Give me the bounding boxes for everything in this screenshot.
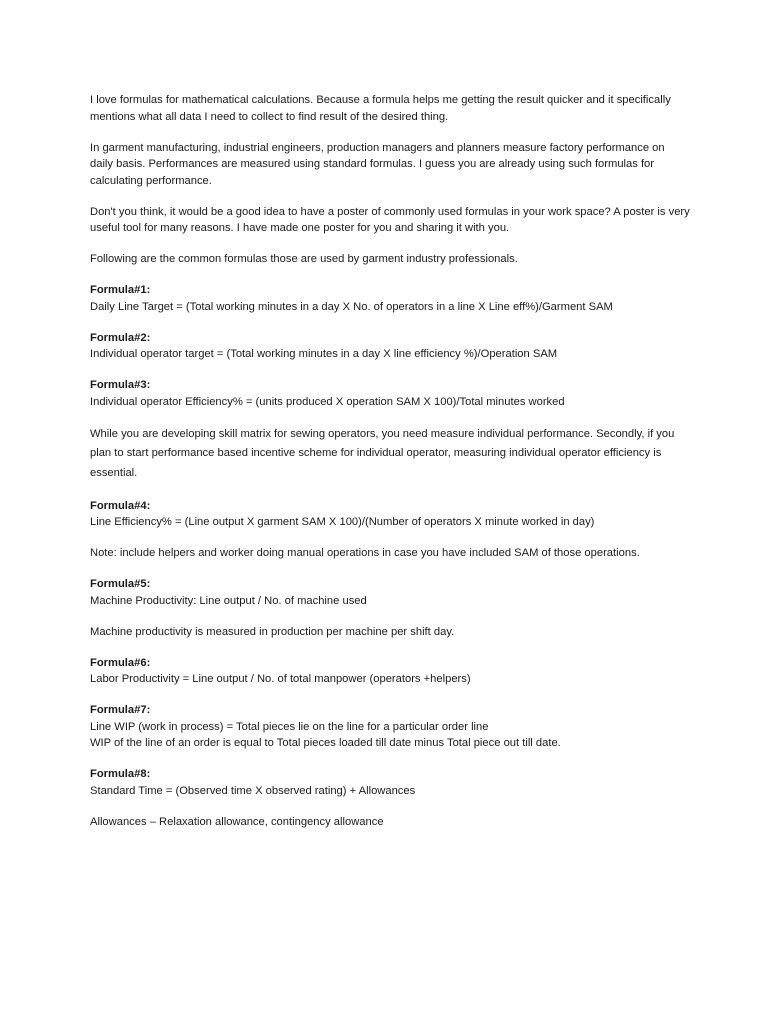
- formula-7-heading: Formula#7:: [90, 704, 151, 716]
- formula-8-heading: Formula#8:: [90, 768, 151, 780]
- formula-6-block: [90, 655, 690, 688]
- formula-7-text-2: WIP of the line of an order is equal to Total pieces loaded till date minus Total piece out till date.: [90, 737, 561, 749]
- formula-3-block: [90, 377, 690, 410]
- intro-paragraph-3: Don't you think, it would be a good idea to have a poster of commonly used formulas in your work space? A poster is very useful tool for many reasons. I have made one poster for you and sharing it with you.: [90, 205, 690, 234]
- formula-2-text: Individual operator target = (Total working minutes in a day X line efficiency %)/Operation SAM: [90, 348, 558, 360]
- formula-5-block: [90, 576, 690, 609]
- formula-2-block: [90, 330, 690, 363]
- document-body: [90, 92, 690, 845]
- formula-5-heading: Formula#5:: [90, 578, 151, 590]
- formula-8-block: [90, 766, 690, 799]
- formula-4-heading: Formula#4:: [90, 499, 151, 512]
- formula-1-block: [90, 282, 690, 315]
- intro-paragraph-4: Following are the common formulas those are used by garment industry professionals.: [90, 253, 518, 265]
- formula-1-text: Daily Line Target = (Total working minutes in a day X No. of operators in a line X Line eff%)/Garment SAM: [90, 300, 613, 313]
- formula-3-heading: Formula#3:: [90, 379, 151, 391]
- formula-7-block: [90, 702, 690, 752]
- formula-6-heading: Formula#6:: [90, 656, 151, 669]
- formula-4-block: [90, 498, 690, 531]
- formula-7-text: Line WIP (work in process) = Total pieces lie on the line for a particular order line: [90, 720, 489, 733]
- formula-8-text: Standard Time = (Observed time X observed rating) + Allowances: [90, 784, 416, 797]
- formula-4-text: Line Efficiency% = (Line output X garment SAM X 100)/(Number of operators X minute worked in day): [90, 516, 595, 528]
- machine-note-paragraph: Machine productivity is measured in production per machine per shift day.: [90, 625, 455, 638]
- efficiency-note-paragraph: While you are developing skill matrix for sewing operators, you need measure individual performance. Secondly, if you plan to start performance based incentive scheme for individual operator, measuring individual operator efficiency is essential.: [90, 427, 675, 479]
- formula-6-text: Labor Productivity = Line output / No. of total manpower (operators +helpers): [90, 673, 471, 685]
- allowances-note-paragraph: Allowances – Relaxation allowance, contingency allowance: [90, 815, 384, 828]
- intro-paragraph-1: I love formulas for mathematical calculations. Because a formula helps me getting the result quicker and it specifically mentions what all data I need to collect to find result of the desired thing.: [90, 94, 671, 123]
- formula-1-heading: Formula#1:: [90, 284, 151, 296]
- intro-paragraph-2: In garment manufacturing, industrial engineers, production managers and planners measure factory performance on daily basis. Performances are measured using standard formulas. I guess you are already using such formulas for calculating performance.: [90, 141, 665, 187]
- formula-3-text: Individual operator Efficiency% = (units produced X operation SAM X 100)/Total minutes worked: [90, 395, 565, 408]
- formula-2-heading: Formula#2:: [90, 331, 151, 344]
- helpers-note-paragraph: Note: include helpers and worker doing manual operations in case you have included SAM of those operations.: [90, 547, 640, 559]
- formula-5-text: Machine Productivity: Line output / No. of machine used: [90, 594, 367, 607]
